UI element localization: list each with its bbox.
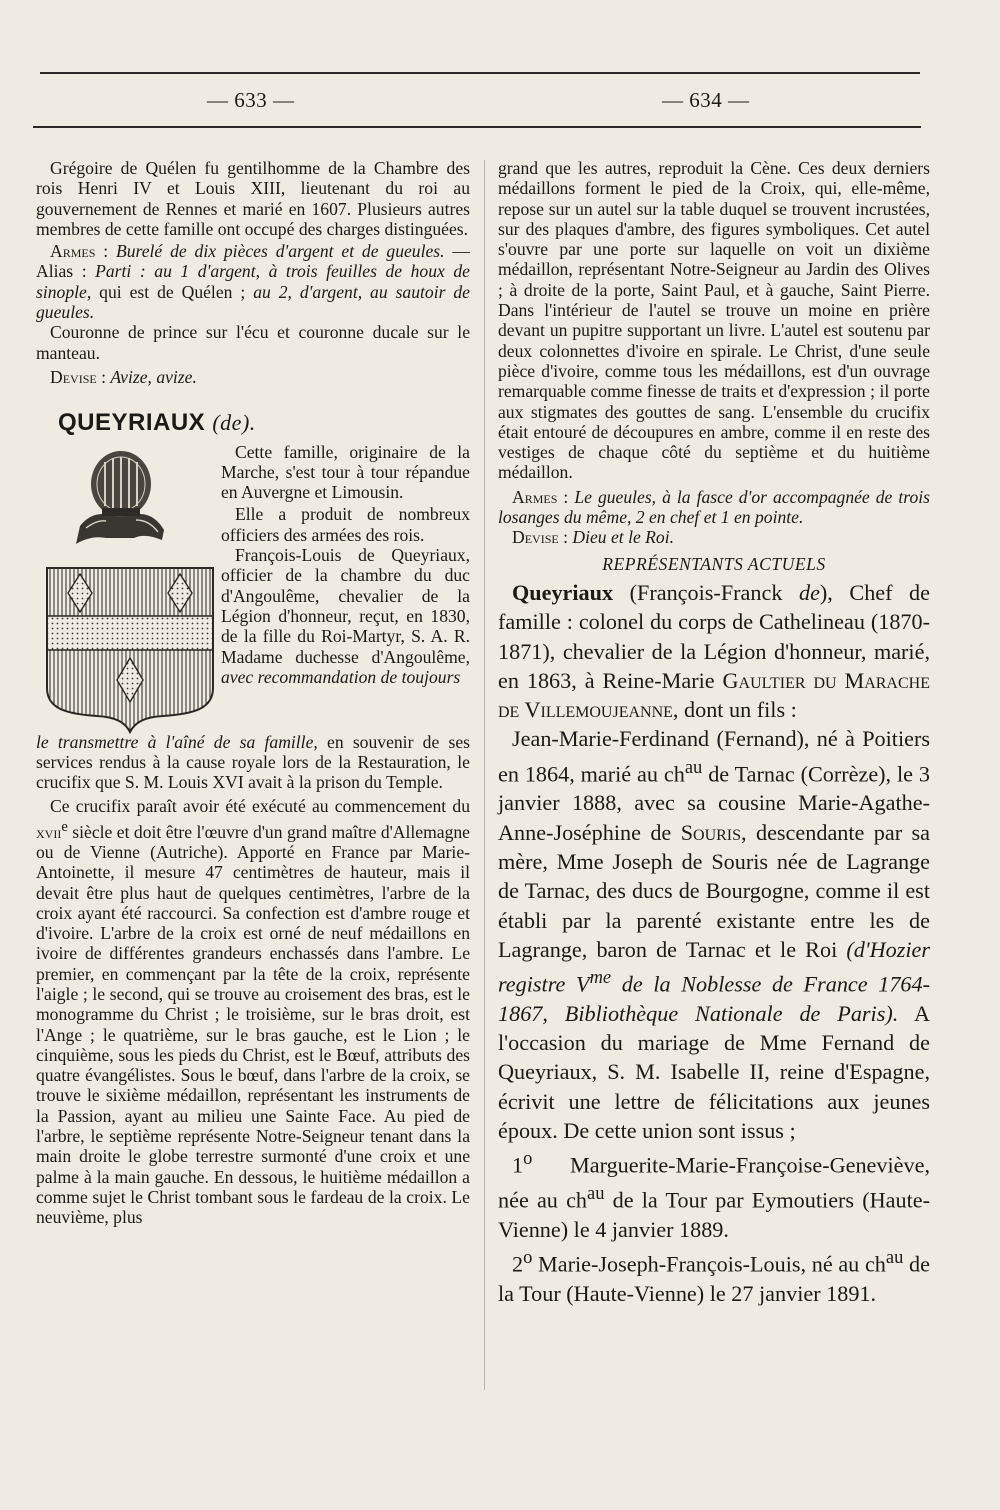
child-2: 2$^o$ Marie-Joseph-François-Louis, né au $ch^{au}$ de la Tour (Haute-Vienne) le 27 janvier 1891. (498, 1248, 930, 1306)
family-heading (58, 409, 470, 437)
family-intro-text (221, 442, 470, 688)
armes-text: Burelé de dix pièces d'argent et de gueules. (115, 241, 445, 262)
alias-label: — Alias : (36, 241, 470, 282)
crucifix-description: Ce crucifix paraît avoir été exécuté au commencement du xvii$^e$ siècle et doit être l'œuvre d'un grand maître d'Allemagne ou de Vienne (Autriche). Apporté en France par Marie-Antoinette, il mesure 47 centimètres de hauteur, mais il devait être plus haut de quelques centimètres, l'arbre de la croix ayant été raccourci. Sa confection est d'ambre rouge et d'ivoire. L'arbre de la croix est orné de neuf médaillons en ivoire de différentes grandeurs enchassés dans l'ambre. Le premier, en commençant par la tête de la croix, représente l'aigle ; le second, qui se trouve au croisement des bras, est le monogramme du Christ ; le troisième, sur le bras droit, est l'Ange ; le quatrième, sur le bras gauche, est le Lion ; le cinquième, sous les pieds du Christ, est le Bœuf, attributs des quatre évangélistes. Sous le bœuf, dans l'arbre de la croix, se trouve le sixième médaillon, représentant les instruments de la Passion, ayant au milieu une Sainte Face. Au pied de l'arbre, le septième représente Notre-Seigneur tenant dans la main droite le globe terrestre surmonté d'une croix et une palme à la main gauche. En dessous, le huitième médaillon a comme sujet le Christ tombant sous le fardeau de la croix. Le neuvième, plus (36, 796, 470, 1228)
alias-parti: Parti : au 1 d'argent, à trois feuilles de houx de sinople, (36, 261, 470, 302)
crucifix-continuation: grand que les autres, reproduit la Cène. Ces deux derniers médaillons forment le pied de la Croix, qui, elle-même, repose sur un autel sur la table duquel se trouvent incrustées, sur des plaques d'ambre, des figures symboliques. Cet autel s'ouvre par une porte sur laquelle on voit un dixième médaillon, représentant Notre-Seigneur au Jardin des Olives ; à droite de la porte, Saint Paul, et à gauche, Saint Pierre. Dans l'intérieur de l'autel se trouve un moine en prière devant un pupitre supportant un livre. L'autel est soutenu par deux colonnettes d'ivoire en spirale. Le Christ, d'une seule pièce d'ivoire, comme tous les médaillons, est d'un ouvrage remarquable comme finesse de traits et d'expression ; il porte aux stigmates des gouttes de sang. L'ensemble du crucifix était entouré de découpures en ambre, comme il en reste des vestiges de chaque côté du septième et du huitième médaillon. (498, 158, 930, 483)
representants-body (498, 578, 930, 1308)
armes-label: Armes (50, 241, 96, 262)
shield-icon (45, 566, 215, 734)
armes-queyriaux: Armes : Le gueules, à la fasce d'or accompagnée de trois losanges du même, 2 en chef et 1 en pointe. (498, 486, 931, 528)
jean-marie-ferdinand: Jean-Marie-Ferdinand (Fernand), né à Poitiers en 1864, marié au $ch^{au}$ de Tarnac (Corrèze), le 3 janvier 1888, avec sa cousine Marie-Agathe-Anne-Joséphine de Souris, descendante par sa mère, Mme Joseph de Souris née de Lagrange de Tarnac, des ducs de Bourgogne, comme il est établi par la parenté existante entre les de Lagrange, baron de Tarnac et le Roi (d'Hozier registre $V^{me}$ de la Noblesse de France 1764-1867, Bibliothèque Nationale de Paris). A l'occasion du mariage de Mme Fernand de Queyriaux, S. M. Isabelle II, reine d'Espagne, écrivit une lettre de félicitations aux jeunes époux. De cette union sont issus ; (498, 726, 930, 1144)
family-name: QUEYRIAUX (58, 409, 206, 437)
representants-heading: REPRÉSENTANTS ACTUELS (602, 553, 826, 574)
family-particle: (de). (212, 410, 256, 436)
chef-de-famille: Queyriaux (François-Franck de), Chef de famille : colonel du corps de Cathelineau (1870-1871), chevalier de la Légion d'honneur, marié, en 1863, à Reine-Marie Gaultier du Marache de Villemoujeanne, dont un fils : (498, 579, 930, 723)
column-divider (484, 160, 485, 1390)
alias-mid: qui est de Quélen ; (91, 281, 254, 302)
coat-of-arms-block (36, 442, 470, 732)
armes-paragraph: Armes : Burelé de dix pièces d'argent et de gueules. — Alias : Parti : au 1 d'argent, à trois feuilles de houx de sinople, qui est de Quélen ; au 2, d'argent, au sautoir de gueules. (36, 241, 470, 323)
devise-text: Avize, avize. (110, 366, 197, 387)
quelen-paragraph: Grégoire de Quélen fu gentilhomme de la Chambre des rois Henri IV et Louis XIII, lieutenant du roi au gouvernement de Rennes et marié en 1607. Plusieurs autres membres de cette famille ont occupé des charges distinguées. (36, 158, 470, 239)
header-rule-top (40, 72, 920, 74)
helmet-icon (66, 448, 176, 548)
officers-paragraph: Elle a produit de nombreux officiers des armées des rois. (221, 504, 470, 545)
child-1: 1$^o$ Marguerite-Marie-Françoise-Geneviève, née au $ch^{au}$ de la Tour par Eymoutiers (Haute-Vienne) le 4 janvier 1889. (498, 1149, 930, 1242)
couronne-paragraph: Couronne de prince sur l'écu et couronne ducale sur le manteau. (36, 322, 470, 363)
crucifix-transmission: le transmettre à l'aîné de sa famille, en souvenir de ses services rendus à la cause royale lors de la Restauration, le crucifix que S. M. Louis XVI avait à la prison du Temple. (36, 731, 470, 793)
left-column (36, 158, 470, 1228)
devise-paragraph: Devise : Avize, avize. (50, 366, 197, 387)
page-number-left: — 633 — (207, 88, 295, 112)
origin-paragraph: Cette famille, originaire de la Marche, s'est tour à tour répandue en Auvergne et Limousin. (221, 441, 470, 503)
recommendation-text: avec recommandation de toujours (221, 666, 461, 687)
page-number-right: — 634 — (662, 88, 750, 112)
devise-queyriaux: Devise : Dieu et le Roi. (512, 527, 675, 548)
francois-louis-paragraph: François-Louis de Queyriaux, officier de la chambre du duc d'Angoulême, chevalier de la Légion d'honneur, reçut, en 1830, de la fille du Roi-Martyr, S. A. R. Madame duchesse d'Angoulême, avec recommandation de toujours (221, 545, 470, 687)
header-rule-bottom (33, 126, 921, 128)
devise-label: Devise (50, 366, 97, 387)
alias-second: au 2, d'argent, au sautoir de gueules. (36, 281, 470, 323)
right-column (498, 158, 930, 1308)
